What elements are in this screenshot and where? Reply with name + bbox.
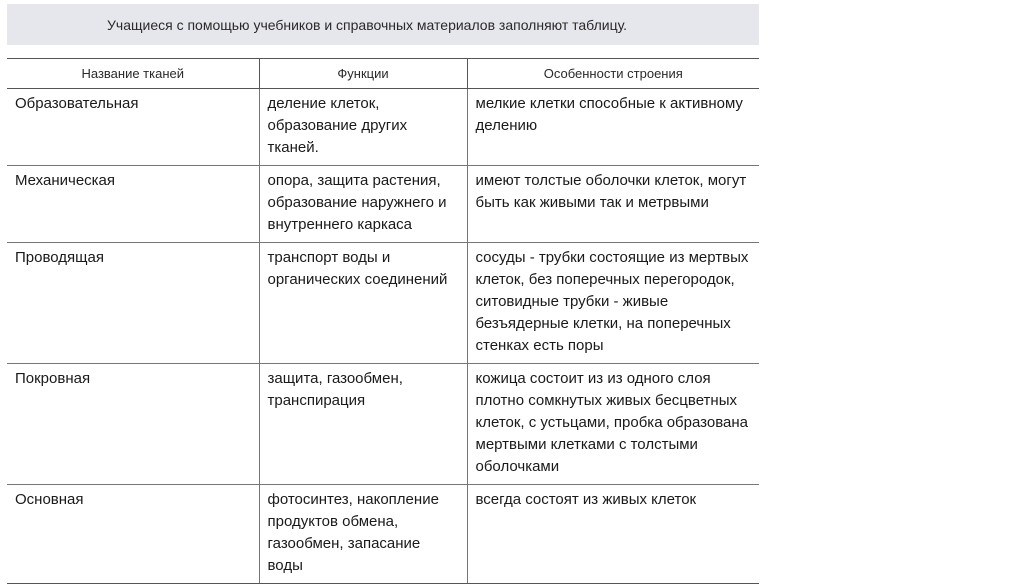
header-tissue-name: Название тканей: [7, 59, 259, 89]
function-cell: опора, защита растения, образование наружнего и внутреннего каркаса: [259, 166, 467, 243]
structure-cell: кожица состоит из из одного слоя плотно сомкнутых живых бесцветных клеток, с устьцами, пробка образована мертвыми клетками с толстыми оболочками: [467, 364, 759, 485]
function-cell: деление клеток, образование других тканей.: [259, 89, 467, 166]
tissue-name-cell: Образовательная: [7, 89, 259, 166]
structure-cell: сосуды - трубки состоящие из мертвых клеток, без поперечных перегородок, ситовидные трубки - живые безъядерные клетки, на поперечных стенках есть поры: [467, 243, 759, 364]
structure-cell: имеют толстые оболочки клеток, могут быть как живыми так и метрвыми: [467, 166, 759, 243]
tissue-name-cell: Проводящая: [7, 243, 259, 364]
table-row: [7, 485, 759, 584]
tissue-name-cell: Покровная: [7, 364, 259, 485]
structure-cell: мелкие клетки способные к активному делению: [467, 89, 759, 166]
tissues-table: [7, 58, 759, 584]
header-functions: Функции: [259, 59, 467, 89]
table-header: [7, 59, 759, 89]
function-cell: фотосинтез, накопление продуктов обмена, газообмен, запасание воды: [259, 485, 467, 584]
tissue-name-cell: Механическая: [7, 166, 259, 243]
table-row: [7, 89, 759, 166]
header-row: [7, 59, 759, 89]
instruction-text: Учащиеся с помощью учебников и справочных материалов заполняют таблицу.: [107, 16, 628, 33]
function-cell: транспорт воды и органических соединений: [259, 243, 467, 364]
function-cell: защита, газообмен, транспирация: [259, 364, 467, 485]
table-row: [7, 364, 759, 485]
tissues-table-container: [7, 58, 759, 584]
header-structure-features: Особенности строения: [467, 59, 759, 89]
table-body: [7, 89, 759, 584]
structure-cell: всегда состоят из живых клеток: [467, 485, 759, 584]
tissue-name-cell: Основная: [7, 485, 259, 584]
table-row: [7, 166, 759, 243]
table-row: [7, 243, 759, 364]
instruction-banner: [7, 4, 759, 45]
